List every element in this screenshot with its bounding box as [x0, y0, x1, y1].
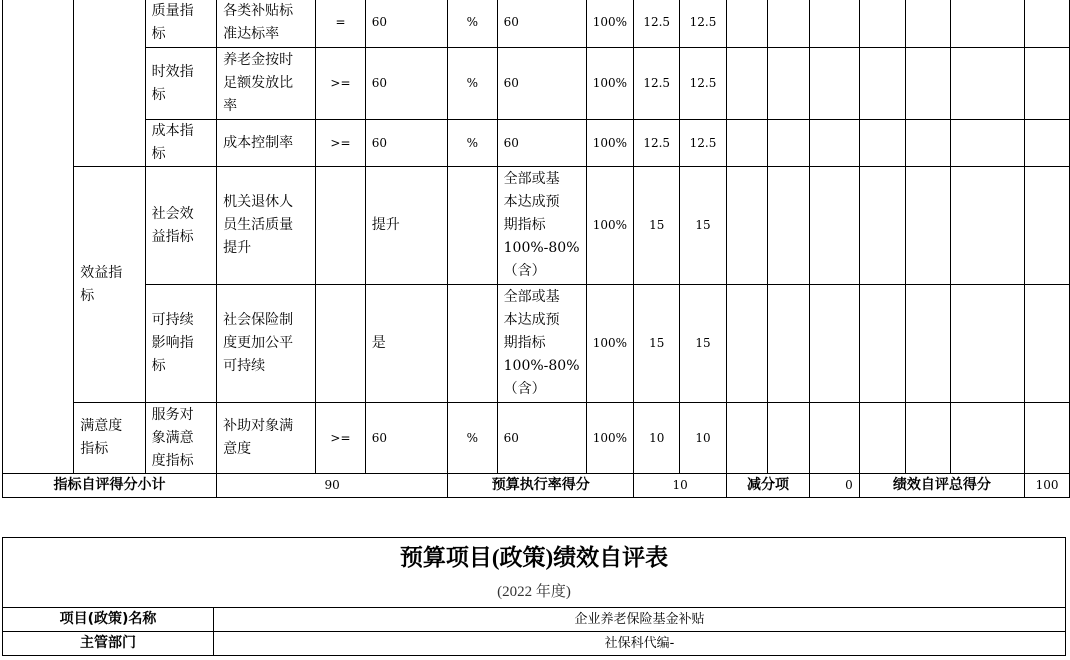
- actual-cell: 60: [497, 403, 586, 474]
- level3-cell: 质量指 标: [145, 0, 216, 48]
- target-cell: 60: [365, 48, 447, 120]
- target-cell: 60: [365, 120, 447, 167]
- rate-cell: 100%: [586, 48, 634, 120]
- indicator-cell: 社会保险制 度更加公平 可持续: [217, 285, 316, 403]
- rate-cell: 100%: [586, 0, 634, 48]
- level2-cell: 效益指 标: [74, 167, 145, 403]
- unit-cell: %: [448, 0, 498, 48]
- project-name-value: 企业养老保险基金补贴: [214, 608, 1066, 632]
- actual-cell: 60: [497, 48, 586, 120]
- operator-cell: [316, 167, 366, 285]
- level2-cell: 满意度 指标: [74, 403, 145, 474]
- target-cell: 是: [365, 285, 447, 403]
- indicator-cell: 成本控制率: [217, 120, 316, 167]
- table-row: [3, 285, 1070, 403]
- unit-cell: %: [448, 403, 498, 474]
- indicator-score-label: 指标自评得分小计: [3, 474, 217, 498]
- actual-cell: 60: [497, 120, 586, 167]
- total-score-label: 绩效自评总得分: [859, 474, 1024, 498]
- rate-cell: 100%: [586, 403, 634, 474]
- operator-cell: =: [316, 0, 366, 48]
- weight-cell: 12.5: [634, 48, 680, 120]
- total-score-value: 100: [1025, 474, 1070, 498]
- unit-cell: %: [448, 48, 498, 120]
- score-cell: 15: [680, 285, 727, 403]
- target-cell: 60: [365, 403, 447, 474]
- table-row: [3, 0, 1070, 48]
- operator-cell: >=: [316, 48, 366, 120]
- form-year: (2022 年度): [497, 583, 571, 600]
- score-cell: 15: [680, 167, 727, 285]
- budget-score-value: 10: [634, 474, 727, 498]
- operator-cell: >=: [316, 120, 366, 167]
- level3-cell: 社会效 益指标: [145, 167, 216, 285]
- operator-cell: >=: [316, 403, 366, 474]
- weight-cell: 15: [634, 167, 680, 285]
- actual-cell: 60: [497, 0, 586, 48]
- form-row: [3, 608, 1066, 632]
- level3-cell: 服务对 象满意 度指标: [145, 403, 216, 474]
- unit-cell: %: [448, 120, 498, 167]
- score-cell: 12.5: [680, 120, 727, 167]
- indicator-cell: 各类补贴标 准达标率: [217, 0, 316, 48]
- table-row: [3, 120, 1070, 167]
- self-evaluation-form: [2, 537, 1066, 656]
- table-row: [3, 48, 1070, 120]
- dept-value: 社保科代编-: [214, 632, 1066, 656]
- dept-label: 主管部门: [3, 632, 214, 656]
- budget-score-label: 预算执行率得分: [448, 474, 634, 498]
- rate-cell: 100%: [586, 167, 634, 285]
- score-cell: 12.5: [680, 48, 727, 120]
- level1-cell: [3, 0, 74, 474]
- indicator-cell: 补助对象满 意度: [217, 403, 316, 474]
- form-header-row: [3, 538, 1066, 608]
- summary-row: [3, 474, 1070, 498]
- performance-indicator-table: [2, 0, 1070, 498]
- target-cell: 60: [365, 0, 447, 48]
- level3-cell: 成本指 标: [145, 120, 216, 167]
- rate-cell: 100%: [586, 120, 634, 167]
- level2-cell: [74, 0, 145, 167]
- form-title: 预算项目(政策)绩效自评表: [399, 544, 669, 570]
- project-name-label: 项目(政策)名称: [3, 608, 214, 632]
- score-cell: 12.5: [680, 0, 727, 48]
- indicator-cell: 机关退休人 员生活质量 提升: [217, 167, 316, 285]
- weight-cell: 10: [634, 403, 680, 474]
- target-cell: 提升: [365, 167, 447, 285]
- table-row: [3, 167, 1070, 285]
- deduct-label: 减分项: [726, 474, 809, 498]
- deduct-value: 0: [810, 474, 860, 498]
- level3-cell: 可持续 影响指 标: [145, 285, 216, 403]
- indicator-score-value: 90: [217, 474, 448, 498]
- weight-cell: 12.5: [634, 0, 680, 48]
- level3-cell: 时效指 标: [145, 48, 216, 120]
- table-row: [3, 403, 1070, 474]
- indicator-cell: 养老金按时 足额发放比 率: [217, 48, 316, 120]
- actual-cell: 全部或基 本达成预 期指标 100%-80% （含）: [497, 285, 586, 403]
- unit-cell: [448, 167, 498, 285]
- operator-cell: [316, 285, 366, 403]
- actual-cell: 全部或基 本达成预 期指标 100%-80% （含）: [497, 167, 586, 285]
- weight-cell: 12.5: [634, 120, 680, 167]
- weight-cell: 15: [634, 285, 680, 403]
- score-cell: 10: [680, 403, 727, 474]
- form-row: [3, 632, 1066, 656]
- rate-cell: 100%: [586, 285, 634, 403]
- unit-cell: [448, 285, 498, 403]
